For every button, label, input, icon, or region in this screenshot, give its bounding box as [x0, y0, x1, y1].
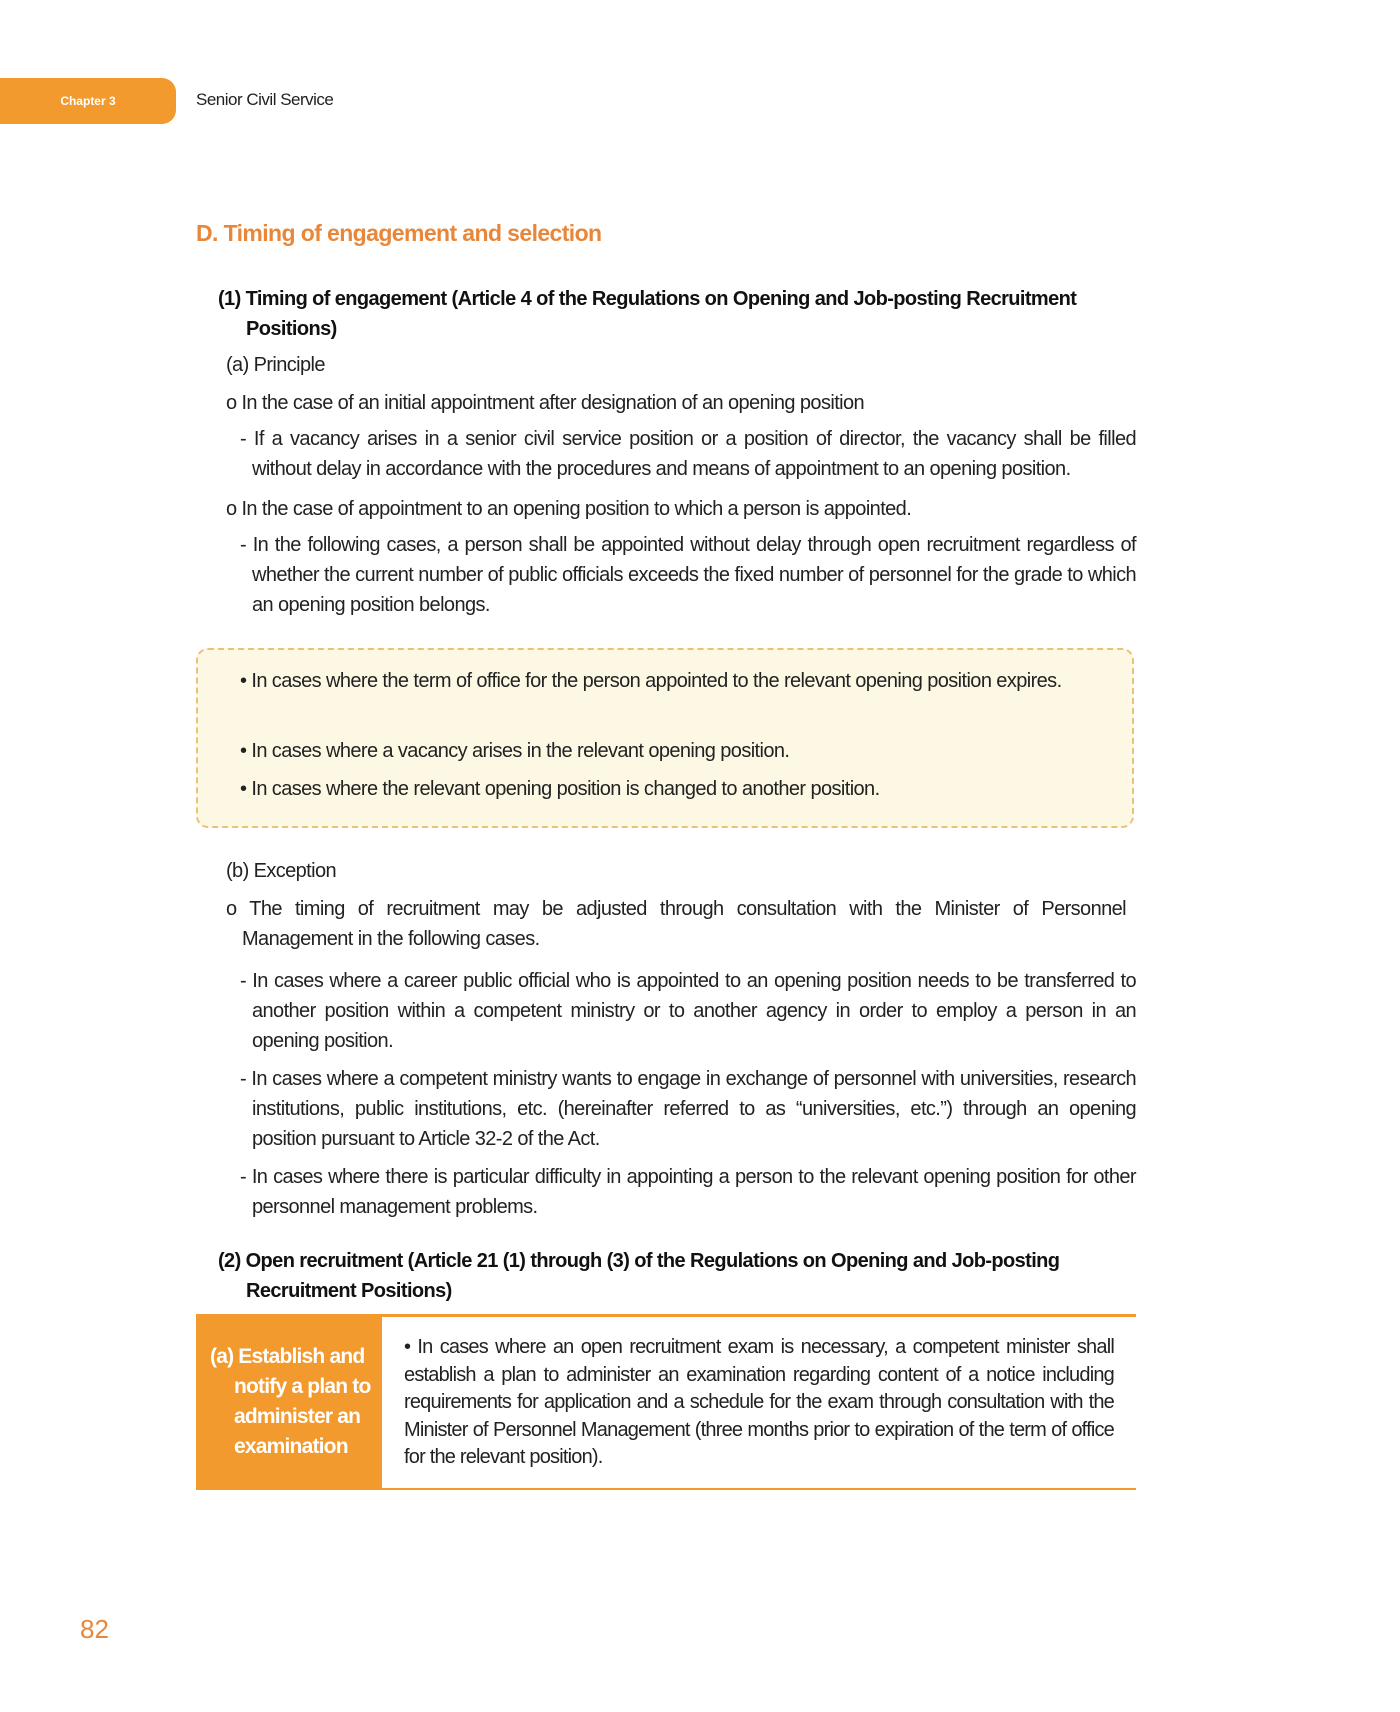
principle-item-1-dash: - If a vacancy arises in a senior civil service position or a position of director, the vacancy shall be filled without delay in accordance with the procedures and means of appointment to an opening position.	[240, 428, 1136, 480]
exception-item: o The timing of recruitment may be adjusted through consultation with the Minister of Personnel Management in the following cases.	[226, 898, 1126, 950]
chapter-tab	[0, 78, 176, 124]
table-row-label	[196, 1316, 382, 1488]
exception-dash-1: - In cases where a career public official who is appointed to an opening position needs to be transferred to another position within a competent ministry or to another agency in order to employ a person in an opening position.	[240, 970, 1136, 1052]
exception-dash-2: - In cases where a competent ministry wants to engage in exchange of personnel with universities, research institutions, public institutions, etc. (hereinafter referred to as “universities, etc.”) through an opening position pursuant to Article 32-2 of the Act.	[240, 1068, 1136, 1150]
section-title: D. Timing of engagement and selection	[196, 220, 602, 246]
principle-item-2-dash: - In the following cases, a person shall be appointed without delay through open recruitment regardless of whether the current number of public officials exceeds the fixed number of personnel for the grade to which an opening position belongs.	[240, 534, 1136, 616]
subsection-2-heading-cont: Recruitment Positions)	[246, 1280, 452, 1302]
exception-dash-3: - In cases where there is particular difficulty in appointing a person to the relevant opening position for other personnel management problems.	[240, 1166, 1136, 1218]
table-label-line-1: (a) Establish and	[210, 1345, 365, 1368]
table-bottom-rule	[196, 1488, 1136, 1490]
principle-item-1: o In the case of an initial appointment after designation of an opening position	[226, 392, 865, 414]
subsection-1-heading-cont: Positions)	[246, 318, 337, 340]
box-bullet-3: • In cases where the relevant opening position is changed to another position.	[240, 778, 880, 800]
principle-item-2: o In the case of appointment to an opening position to which a person is appointed.	[226, 498, 912, 520]
exception-label: (b) Exception	[226, 860, 337, 882]
table-label-line-2: notify a plan to	[234, 1375, 371, 1398]
page-number: 82	[80, 1614, 109, 1644]
table-label-line-3: administer an	[234, 1405, 361, 1428]
chapter-label: Chapter 3	[60, 94, 116, 108]
table-row-body: • In cases where an open recruitment exam is necessary, a competent minister shall establish a plan to administer an examination regarding content of a notice including requirements for application and a schedule for the exam through consultation with the Minister of Personnel Management (three months prior to expiration of the term of office for the relevant position).	[404, 1336, 1114, 1468]
subsection-1-heading: (1) Timing of engagement (Article 4 of the Regulations on Opening and Job-posting Recruitment	[218, 288, 1077, 310]
box-bullet-2: • In cases where a vacancy arises in the relevant opening position.	[240, 740, 790, 762]
box-bullet-1: • In cases where the term of office for the person appointed to the relevant opening position expires.	[240, 670, 1062, 692]
table-label-line-4: examination	[234, 1435, 348, 1458]
running-title: Senior Civil Service	[196, 90, 334, 109]
subsection-2-heading: (2) Open recruitment (Article 21 (1) through (3) of the Regulations on Opening and Job-posting	[218, 1250, 1060, 1272]
principle-label: (a) Principle	[226, 354, 325, 376]
